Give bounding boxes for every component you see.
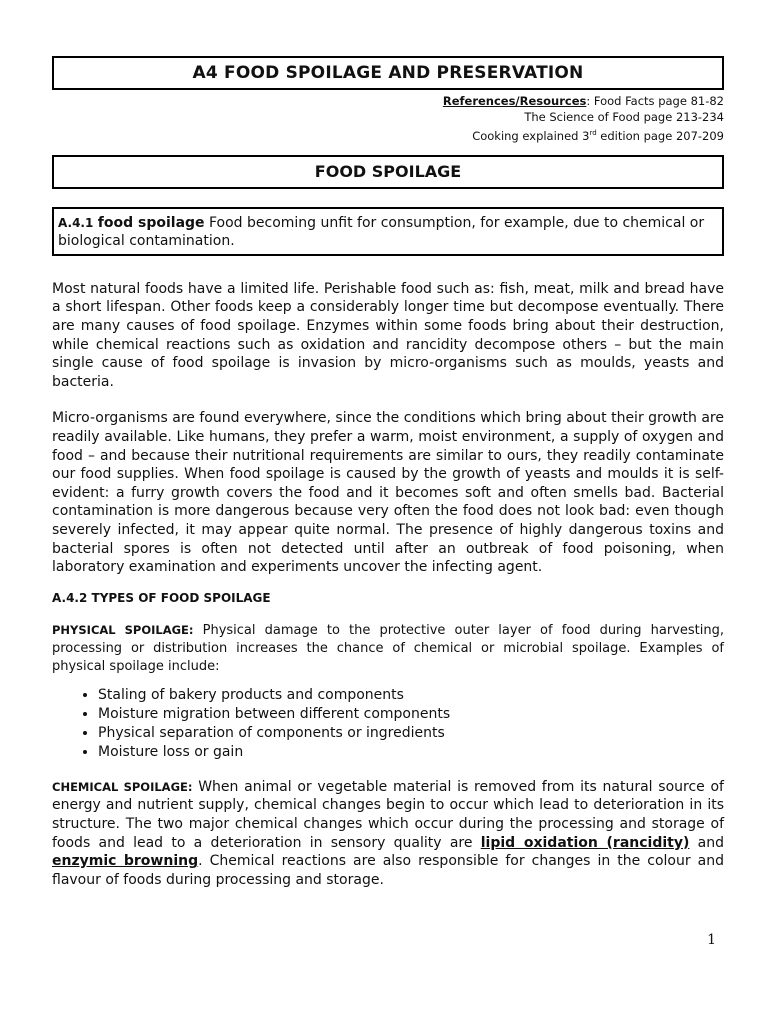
section-title: FOOD SPOILAGE [52,155,724,189]
conjunction-text: and [689,834,724,851]
list-item: • Moisture migration between different components [98,705,724,724]
chemical-spoilage-label: CHEMICAL SPOILAGE: [52,779,193,794]
chemical-spoilage-text: When animal or vegetable material is removed from its natural source of energy and nutrient supply, chemical changes begin to occur which lead to deterioration in its structure. The two major chemical changes which occur during the processing and storage of foods and lead to a deterioration in sensory quality are [52,778,724,851]
definition-text: Food becoming unfit for consumption, for example, due to chemical or biological contamination. [58,214,705,249]
physical-spoilage-label: PHYSICAL SPOILAGE: [52,622,194,637]
chemical-spoilage-text-end: . Chemical reactions are also responsible for changes in the colour and flavour of foods during processing and storage. [52,853,724,888]
list-item: • Moisture loss or gain [98,743,724,762]
chemical-spoilage-paragraph [52,778,724,890]
reference-text: : Food Facts page 81-82 [586,94,724,108]
list-item: • Physical separation of components or ingredients [98,724,724,743]
references-label: References/Resources [442,94,587,108]
references-block [52,93,724,144]
reference-text: Cooking explained 3 [472,128,590,143]
physical-spoilage-paragraph [52,621,724,676]
reference-text: edition page 207-209 [596,128,724,143]
ordinal-superscript: rd [589,129,597,137]
reference-line: The Science of Food page 213-234 [524,110,724,124]
reference-line [52,125,724,144]
definition-box [52,207,724,256]
body-paragraph: Micro-organisms are found everywhere, since the conditions which bring about their growth are readily available. Like humans, they prefer a warm, moist environment, a supply of oxygen and food – and because their nutritional requirements are similar to ours, they readily contaminate our food supplies. When food spoilage is caused by the growth of yeasts and moulds it is self-evident: a furry growth covers the food and it becomes soft and often smells bad. Bacterial contamination is more dangerous because very often the food does not look bad: even though severely infected, it may appear quite normal. The presence of highly dangerous toxins and bacterial spores is often not detected until after an outbreak of food poisoning, when laboratory examination and experiments uncover the infecting agent. [52,410,724,576]
subsection-heading: A.4.2 TYPES OF FOOD SPOILAGE [52,590,271,605]
page-number: 1 [707,932,716,948]
reference-line [52,93,724,109]
physical-spoilage-list [52,686,724,762]
body-paragraph: Most natural foods have a limited life. Perishable food such as: fish, meat, milk and bread have a short lifespan. Other foods keep a considerably longer time but decompose eventually. There are many causes of food spoilage. Enzymes within some foods bring about their destruction, while chemical reactions such as oxidation and rancidity decompose others – but the main single cause of food spoilage is invasion by micro-organisms such as moulds, yeasts and bacteria. [52,280,724,390]
lipid-oxidation-term: lipid oxidation (rancidity) [480,834,690,851]
list-item: • Staling of bakery products and components [98,686,724,705]
enzymic-browning-term: enzymic browning [52,853,199,870]
document-title: A4 FOOD SPOILAGE AND PRESERVATION [52,56,724,90]
document-page [52,56,724,889]
definition-code: A.4.1 [58,215,94,230]
physical-spoilage-text: Physical damage to the protective outer layer of food during harvesting, processing or distribution increases the chance of chemical or microbial spoilage. Examples of physical spoilage include: [52,622,724,674]
definition-term: food spoilage [97,214,205,231]
